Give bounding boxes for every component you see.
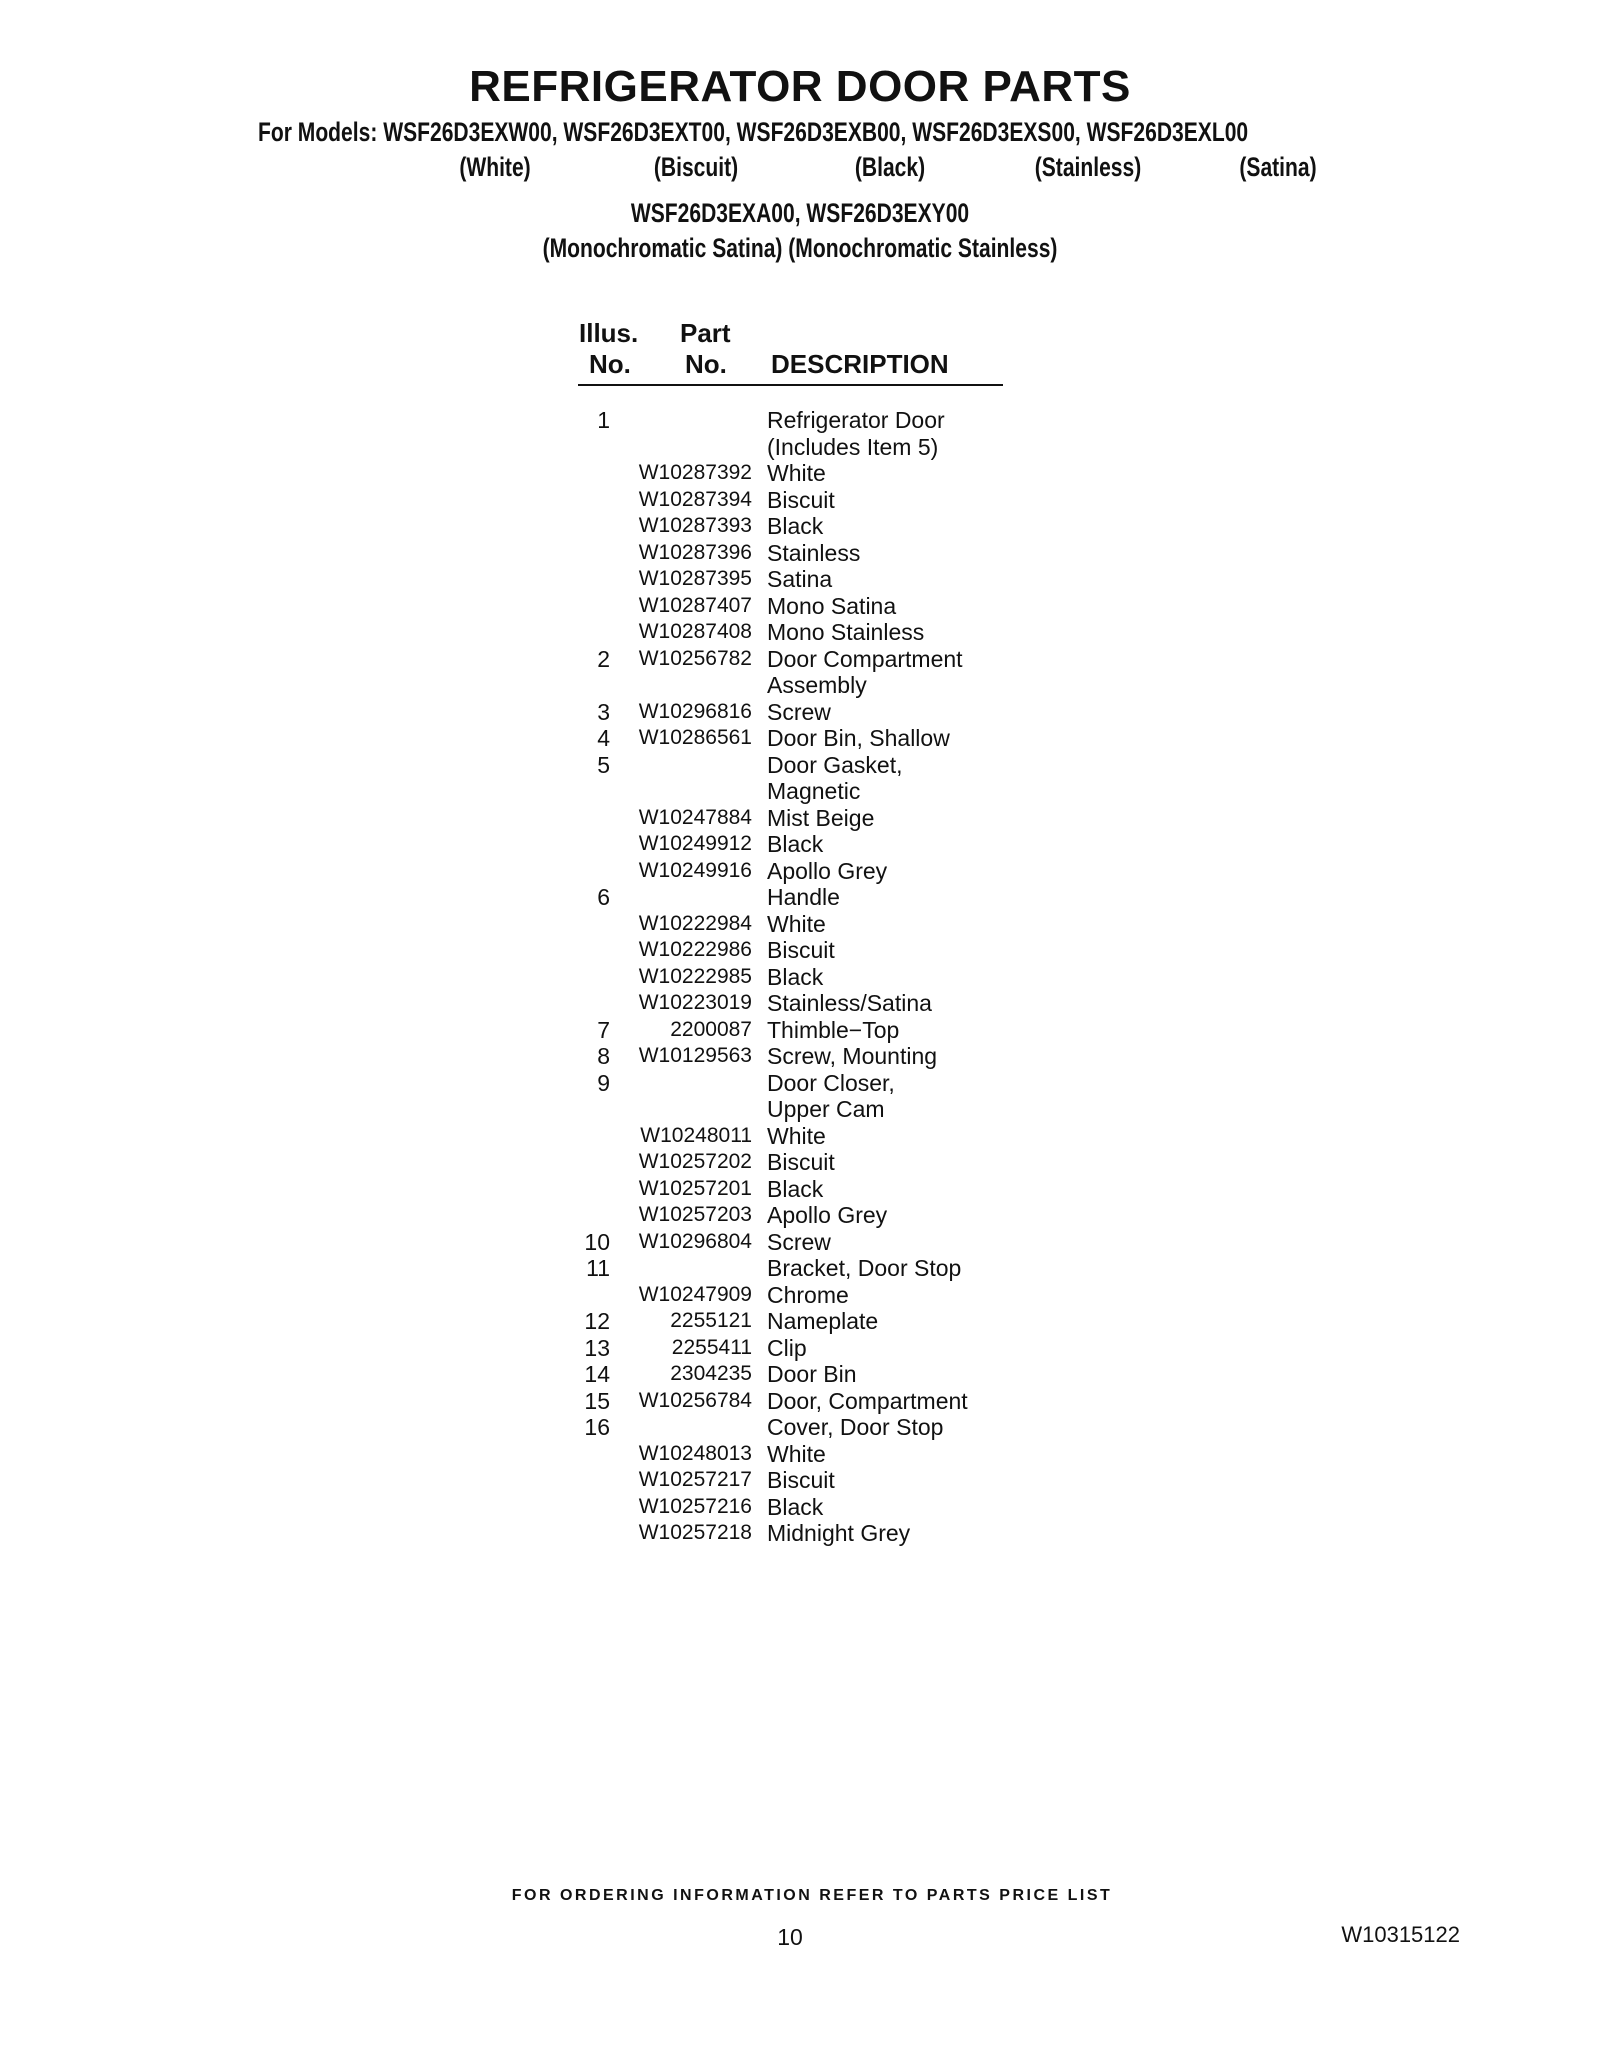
model-color-label: (Black) bbox=[854, 152, 926, 182]
part-description: Cover, Door Stop bbox=[767, 1414, 944, 1440]
part-number: W10287392 bbox=[638, 461, 752, 484]
part-number: 2255121 bbox=[670, 1309, 752, 1332]
illus-number: 7 bbox=[597, 1016, 610, 1043]
part-number: W10257217 bbox=[638, 1468, 752, 1491]
part-description: Biscuit bbox=[767, 937, 835, 963]
part-number: W10223019 bbox=[638, 991, 752, 1014]
model-color-label: (White) bbox=[459, 152, 531, 182]
part-description: Screw, Mounting bbox=[767, 1043, 938, 1069]
part-number: W10248011 bbox=[640, 1123, 752, 1147]
part-row bbox=[0, 593, 1600, 620]
part-description: White bbox=[767, 910, 826, 937]
ordering-note: FOR ORDERING INFORMATION REFER TO PARTS PRICE LIST bbox=[511, 1887, 1113, 1904]
part-number: W10296804 bbox=[638, 1229, 752, 1253]
part-description: Door Compartment bbox=[767, 645, 963, 672]
part-number: W10222986 bbox=[638, 938, 752, 961]
illus-number: 1 bbox=[597, 407, 610, 433]
part-number: W10129563 bbox=[638, 1044, 752, 1067]
part-description: Mono Satina bbox=[767, 592, 897, 619]
illus-number: 8 bbox=[597, 1043, 610, 1069]
page-title: REFRIGERATOR DOOR PARTS bbox=[469, 62, 1131, 111]
part-row bbox=[0, 646, 1600, 673]
illus-number: 9 bbox=[597, 1069, 610, 1096]
part-description: Midnight Grey bbox=[767, 1520, 911, 1546]
part-description: Satina bbox=[767, 566, 833, 592]
part-description: (Includes Item 5) bbox=[767, 433, 939, 460]
part-description: Stainless/Satina bbox=[767, 990, 932, 1016]
part-row bbox=[0, 937, 1600, 964]
models-line-2-colors: (Monochromatic Satina) (Monochromatic Stainless) bbox=[542, 233, 1058, 263]
part-row bbox=[0, 460, 1600, 487]
part-number: W10287408 bbox=[638, 620, 752, 643]
part-number: W10249916 bbox=[638, 858, 752, 882]
part-row bbox=[0, 911, 1600, 938]
part-number: W10287396 bbox=[638, 540, 752, 564]
part-row bbox=[0, 831, 1600, 858]
part-description: Apollo Grey bbox=[767, 857, 888, 884]
part-row bbox=[0, 672, 1600, 699]
part-row bbox=[0, 1229, 1600, 1256]
part-row bbox=[0, 1441, 1600, 1468]
part-number: 2304235 bbox=[670, 1362, 752, 1385]
models-line-2: WSF26D3EXA00, WSF26D3EXY00 bbox=[630, 198, 970, 228]
part-description: Biscuit bbox=[767, 486, 835, 513]
part-number: W10248013 bbox=[638, 1441, 752, 1465]
part-number: W10287395 bbox=[638, 567, 752, 590]
part-number: W10287407 bbox=[638, 593, 752, 617]
part-row bbox=[0, 1335, 1600, 1362]
part-description: Mono Stainless bbox=[767, 619, 925, 645]
part-description: Stainless bbox=[767, 539, 861, 566]
part-number: W10247909 bbox=[638, 1282, 752, 1306]
illus-number: 16 bbox=[584, 1414, 610, 1440]
part-description: Chrome bbox=[767, 1281, 849, 1308]
part-description: Mist Beige bbox=[767, 804, 875, 831]
part-row bbox=[0, 1361, 1600, 1388]
part-number: 2255411 bbox=[671, 1335, 752, 1359]
part-description: Screw bbox=[767, 1228, 831, 1255]
part-row bbox=[0, 1494, 1600, 1521]
part-number: W10222984 bbox=[638, 911, 752, 935]
part-row bbox=[0, 964, 1600, 991]
part-number: W10257203 bbox=[638, 1203, 752, 1226]
part-description: Biscuit bbox=[767, 1149, 835, 1175]
col-description-header: DESCRIPTION bbox=[771, 349, 949, 379]
part-description: Black bbox=[767, 963, 824, 990]
part-row bbox=[0, 1043, 1600, 1070]
part-row bbox=[0, 778, 1600, 805]
part-row bbox=[0, 1282, 1600, 1309]
illus-number: 3 bbox=[597, 698, 610, 725]
part-row bbox=[0, 513, 1600, 540]
illus-number: 15 bbox=[584, 1387, 610, 1414]
part-number: W10286561 bbox=[638, 726, 752, 749]
illus-number: 10 bbox=[584, 1228, 610, 1255]
part-number: W10257216 bbox=[638, 1494, 752, 1518]
part-description: White bbox=[767, 1122, 826, 1149]
illus-number: 2 bbox=[597, 645, 610, 672]
part-description: White bbox=[767, 460, 826, 486]
part-row bbox=[0, 858, 1600, 885]
document-number: W10315122 bbox=[1341, 1922, 1460, 1947]
part-description: Door Closer, bbox=[767, 1069, 895, 1096]
part-number: W10249912 bbox=[638, 832, 752, 855]
illus-number: 13 bbox=[584, 1334, 610, 1361]
part-row bbox=[0, 1096, 1600, 1123]
part-row bbox=[0, 487, 1600, 514]
part-number: W10287393 bbox=[638, 514, 752, 537]
part-row bbox=[0, 407, 1600, 434]
part-row bbox=[0, 1176, 1600, 1203]
part-description: Door Bin bbox=[767, 1361, 857, 1387]
part-description: Door, Compartment bbox=[767, 1387, 968, 1414]
col-part-header-2: No. bbox=[685, 349, 727, 379]
part-number: W10256784 bbox=[638, 1388, 752, 1412]
illus-number: 12 bbox=[584, 1308, 610, 1334]
part-row bbox=[0, 540, 1600, 567]
part-description: Thimble−Top bbox=[767, 1016, 900, 1043]
part-row bbox=[0, 699, 1600, 726]
part-description: Black bbox=[767, 1175, 824, 1202]
part-row bbox=[0, 805, 1600, 832]
part-row bbox=[0, 1308, 1600, 1335]
part-number: W10222985 bbox=[638, 964, 752, 988]
part-description: Biscuit bbox=[767, 1467, 835, 1493]
part-row bbox=[0, 1017, 1600, 1044]
part-description: Refrigerator Door bbox=[767, 407, 945, 433]
col-part-header-1: Part bbox=[680, 318, 731, 348]
part-description: Black bbox=[767, 513, 824, 539]
part-row bbox=[0, 1467, 1600, 1494]
part-row bbox=[0, 1388, 1600, 1415]
model-color-label: (Stainless) bbox=[1034, 152, 1142, 182]
part-row bbox=[0, 990, 1600, 1017]
part-row bbox=[0, 1202, 1600, 1229]
part-description: Screw bbox=[767, 698, 831, 725]
part-row bbox=[0, 725, 1600, 752]
part-description: White bbox=[767, 1440, 826, 1467]
part-number: W10257218 bbox=[638, 1521, 752, 1544]
part-row bbox=[0, 1414, 1600, 1441]
part-description: Black bbox=[767, 831, 824, 857]
part-number: W10287394 bbox=[638, 487, 752, 511]
part-row bbox=[0, 1149, 1600, 1176]
part-number: W10247884 bbox=[638, 805, 752, 829]
part-description: Assembly bbox=[767, 672, 867, 698]
illus-number: 11 bbox=[586, 1255, 610, 1281]
part-description: Door Gasket, bbox=[767, 751, 903, 778]
part-row bbox=[0, 566, 1600, 593]
part-description: Door Bin, Shallow bbox=[767, 725, 950, 751]
part-description: Nameplate bbox=[767, 1308, 879, 1334]
part-row bbox=[0, 619, 1600, 646]
part-description: Magnetic bbox=[767, 778, 861, 804]
part-description: Bracket, Door Stop bbox=[767, 1255, 962, 1281]
part-row bbox=[0, 434, 1600, 461]
part-description: Apollo Grey bbox=[767, 1202, 888, 1228]
part-row bbox=[0, 1123, 1600, 1150]
parts-list bbox=[0, 407, 1600, 1547]
part-number: W10256782 bbox=[638, 646, 752, 670]
part-number: W10296816 bbox=[638, 699, 752, 723]
model-color-label: (Satina) bbox=[1239, 152, 1317, 182]
model-color-label: (Biscuit) bbox=[653, 152, 739, 182]
col-illus-header-1: Illus. bbox=[579, 318, 639, 348]
illus-number: 5 bbox=[597, 751, 610, 778]
part-row bbox=[0, 1255, 1600, 1282]
part-row bbox=[0, 884, 1600, 911]
part-number: 2200087 bbox=[670, 1017, 752, 1041]
illus-number: 4 bbox=[597, 725, 610, 751]
part-number: W10257202 bbox=[638, 1150, 752, 1173]
part-row bbox=[0, 1520, 1600, 1547]
header-rule bbox=[578, 384, 1003, 386]
illus-number: 14 bbox=[584, 1361, 610, 1387]
part-row bbox=[0, 1070, 1600, 1097]
col-illus-header-2: No. bbox=[589, 349, 631, 379]
models-line: For Models: WSF26D3EXW00, WSF26D3EXT00, WSF26D3EXB00, WSF26D3EXS00, WSF26D3EXL00 bbox=[258, 117, 1249, 147]
part-description: Handle bbox=[767, 884, 840, 910]
illus-number: 6 bbox=[597, 884, 610, 910]
part-description: Clip bbox=[767, 1334, 807, 1361]
page-number: 10 bbox=[777, 1924, 803, 1950]
part-description: Black bbox=[767, 1493, 824, 1520]
part-number: W10257201 bbox=[638, 1176, 752, 1200]
part-description: Upper Cam bbox=[767, 1096, 885, 1122]
part-row bbox=[0, 752, 1600, 779]
